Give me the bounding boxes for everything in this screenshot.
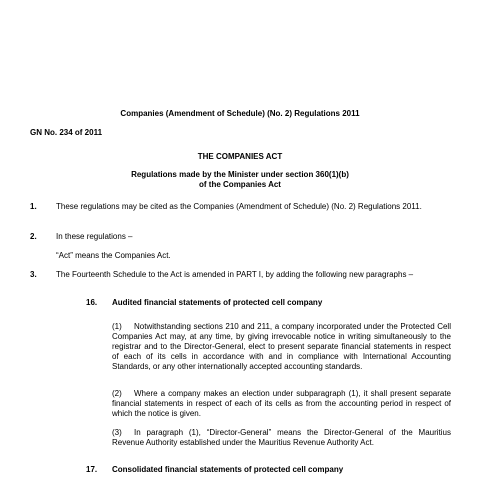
regulation-1 xyxy=(30,202,450,212)
paragraph-17-number: 17. xyxy=(86,465,98,474)
definition-act: “Act” means the Companies Act. xyxy=(56,251,171,260)
subparagraph-label: (2) xyxy=(112,389,122,398)
document-title: Companies (Amendment of Schedule) (No. 2) Regulations 2011 xyxy=(120,109,360,118)
regulation-1-number: 1. xyxy=(30,202,37,211)
act-title: THE COMPANIES ACT xyxy=(197,152,283,161)
subparagraph-text: Notwithstanding sections 210 and 211, a company incorporated under the Protected Cell Companies Act may, at any time, by giving irrevocable notice in writing simultaneously to the registrar and to the Director-General, elect to present separate financial statements in respect of each of its cells in accordance with and in compliance with International Accounting Standards, or any other internationally accepted accounting standards. xyxy=(112,322,451,371)
paragraph-17-heading: Consolidated financial statements of protected cell company xyxy=(112,465,344,474)
subparagraph-label: (3) xyxy=(112,428,122,437)
subparagraph-text: Where a company makes an election under subparagraph (1), it shall present separate financial statements in respect of each of its cells as from the accounting period in respect of which the notice is given. xyxy=(112,389,451,418)
paragraph-16-number: 16. xyxy=(86,298,98,307)
regulation-1-text: These regulations may be cited as the Companies (Amendment of Schedule) (No. 2) Regulations 2011. xyxy=(56,202,422,211)
subparagraph-label: (1) xyxy=(112,322,122,331)
paragraph-16-heading: Audited financial statements of protected cell company xyxy=(112,298,323,307)
regulation-2-number: 2. xyxy=(30,232,37,241)
made-by-line-2: of the Companies Act xyxy=(199,180,281,189)
regulation-3 xyxy=(30,270,450,280)
subparagraph-text: In paragraph (1), “Director-General” means the Director-General of the Mauritius Revenue Authority established under the Mauritius Revenue Authority Act. xyxy=(112,428,451,447)
made-by-line-1: Regulations made by the Minister under section 360(1)(b) xyxy=(131,170,349,179)
regulation-3-text: The Fourteenth Schedule to the Act is amended in PART I, by adding the following new paragraphs – xyxy=(56,270,414,279)
regulation-3-number: 3. xyxy=(30,270,37,279)
regulation-2-text: In these regulations – xyxy=(56,232,133,241)
gn-number: GN No. 234 of 2011 xyxy=(30,128,103,137)
regulation-2 xyxy=(30,232,450,242)
